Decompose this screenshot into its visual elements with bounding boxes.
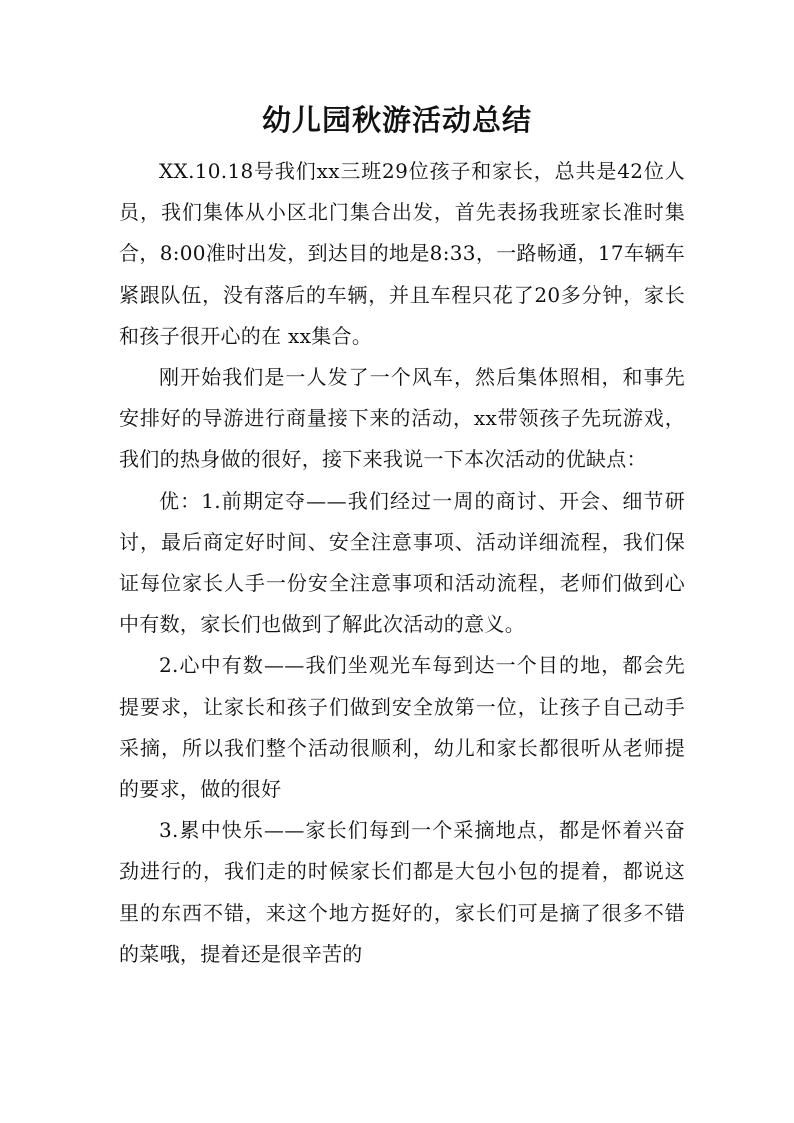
document-title: 幼儿园秋游活动总结 — [261, 103, 532, 137]
paragraph-advantage-3: 3.累中快乐——家长们每到一个采摘地点，都是怀着兴奋劲进行的，我们走的时候家长们都是大包小包的提着，都说这里的东西不错，来这个地方挺好的，家长们可是摘了很多不错的菜哦，提着还是很辛苦的 — [119, 818, 685, 966]
paragraph-advantage-2: 2.心中有数——我们坐观光车每到达一个目的地，都会先提要求，让家长和孩子们做到安全放第一位，让孩子自己动手采摘，所以我们整个活动很顺利，幼儿和家长都很听从老师提的要求，做的很好 — [119, 653, 685, 802]
paragraph-advantage-1: 优：1.前期定夺——我们经过一周的商讨、开会、细节研讨，最后商定好时间、安全注意事项、活动详细流程，我们保证每位家长人手一份安全注意事项和活动流程，老师们做到心中有数，家长们也做到了解此次活动的意义。 — [119, 488, 685, 637]
paragraph-intro: XX.10.18号我们xx三班29位孩子和家长，总共是42位人员，我们集体从小区北门集合出发，首先表扬我班家长准时集合，8:00准时出发，到达目的地是8:33，一路畅通，17车辆车紧跟队伍，没有落后的车辆，并且车程只花了20多分钟，家长和孩子很开心的在 xx集合。 — [119, 159, 685, 348]
paragraph-activities: 刚开始我们是一人发了一个风车，然后集体照相，和事先安排好的导游进行商量接下来的活动，xx带领孩子先玩游戏，我们的热身做的很好，接下来我说一下本次活动的优缺点： — [119, 365, 685, 472]
document-body — [119, 151, 685, 975]
